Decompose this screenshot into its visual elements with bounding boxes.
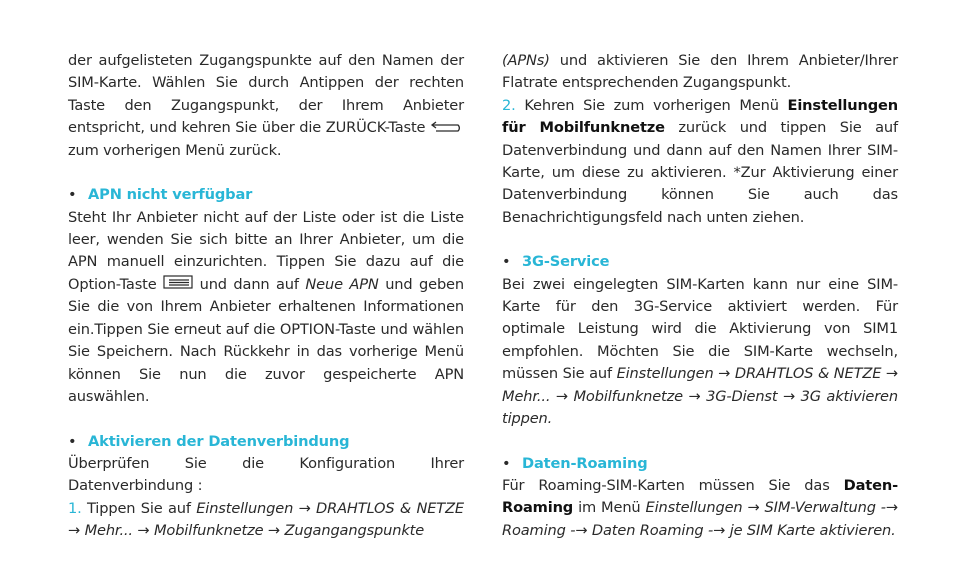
text-segment: Einstellungen → DRAHTLOS & NETZE → Mehr... → Mobilfunknetze → Zugangangspunkte [68, 499, 464, 540]
right-column [502, 50, 898, 542]
text-segment: und aktivieren Sie den Ihrem Anbieter/Ihrer Flatrate entsprechenden Zugangspunkt. [502, 52, 898, 92]
menu-icon [163, 274, 193, 296]
bullet: • [68, 186, 77, 204]
text-segment: Für Roaming-SIM-Karten müssen Sie das [502, 476, 844, 494]
step-number: 1. [68, 499, 82, 517]
heading-text: Aktivieren der Datenverbindung [88, 432, 350, 450]
text-segment: der aufgelisteten Zugangspunkte auf den Namen der SIM-Karte. Wählen Sie durch Antippen der rechten Taste den Zugangspunkt, der Ihrem Anbieter entspricht, und kehren Sie über die ZURÜCK-Taste [68, 52, 464, 137]
paragraph-roaming [502, 475, 898, 542]
heading-text: Daten-Roaming [522, 454, 648, 472]
text-segment: im Menü [573, 499, 646, 517]
paragraph-apn-manual [68, 207, 464, 409]
paragraph-apn-activate [502, 50, 898, 95]
text-segment: und geben Sie die von Ihrem Anbieter erhaltenen Informationen ein.Tippen Sie erneut auf die OPTION-Taste und wählen Sie Speichern. Nach Rückkehr in das vorherige Menü können Sie nun die zuvor gespeicherte APN auswählen. [68, 276, 464, 406]
text-segment: Daten-Roaming [502, 476, 898, 517]
text-segment: zurück und tippen Sie auf Datenverbindung und dann auf den Namen Ihrer SIM-Karte, um diese zu aktivieren. *Zur Aktivierung einer Datenverbindung können Sie auch das Benachrichtigungsfeld nach unten ziehen. [502, 119, 898, 226]
back-icon [430, 117, 464, 139]
text-segment: Neue APN [305, 276, 379, 294]
bullet: • [502, 253, 511, 271]
left-column [68, 50, 464, 543]
step-1 [68, 498, 464, 543]
text-segment: Einstellungen für Mobilfunknetze [502, 96, 898, 137]
heading-apn-unavailable [68, 184, 464, 206]
paragraph-apn-select [68, 50, 464, 162]
text-segment: Steht Ihr Anbieter nicht auf der Liste oder ist die Liste leer, wenden Sie sich bitte an Ihrer Anbieter, um die APN manuell einzurichten. Tippen Sie dazu auf die Option-Taste [68, 208, 464, 294]
heading-3g-service [502, 251, 898, 273]
text-segment: Einstellungen → SIM-Verwaltung -→ Roaming -→ Daten Roaming -→ je SIM Karte aktivieren. [502, 499, 898, 539]
heading-text: APN nicht verfügbar [88, 186, 253, 204]
heading-data-roaming [502, 453, 898, 475]
text-segment: Einstellungen → DRAHTLOS & NETZE → Mehr... → Mobilfunknetze → 3G-Dienst → 3G aktivieren tippen. [502, 365, 899, 428]
text-segment: (APNs) [502, 52, 550, 69]
paragraph-check-config: Überprüfen Sie die Konfiguration Ihrer Datenverbindung : [68, 454, 464, 495]
text-segment: zum vorherigen Menü zurück. [68, 141, 282, 159]
step-2 [502, 95, 898, 229]
heading-data-connection [68, 431, 464, 453]
text-segment: Bei zwei eingelegten SIM-Karten kann nur eine SIM-Karte für den 3G-Service aktiviert werden. Für optimale Leistung wird die Aktivierung von SIM1 empfohlen. Möchten Sie die SIM-Karte wechseln, müssen Sie auf [502, 275, 898, 383]
text-segment: und dann auf [193, 276, 306, 294]
paragraph-3g [502, 274, 898, 431]
bullet: • [68, 432, 77, 450]
step-number: 2. [502, 96, 516, 114]
text-segment: Kehren Sie zum vorherigen Menü [515, 96, 788, 114]
text-segment: Tippen Sie auf [81, 499, 197, 517]
heading-text: 3G-Service [522, 253, 610, 271]
bullet: • [502, 454, 511, 472]
